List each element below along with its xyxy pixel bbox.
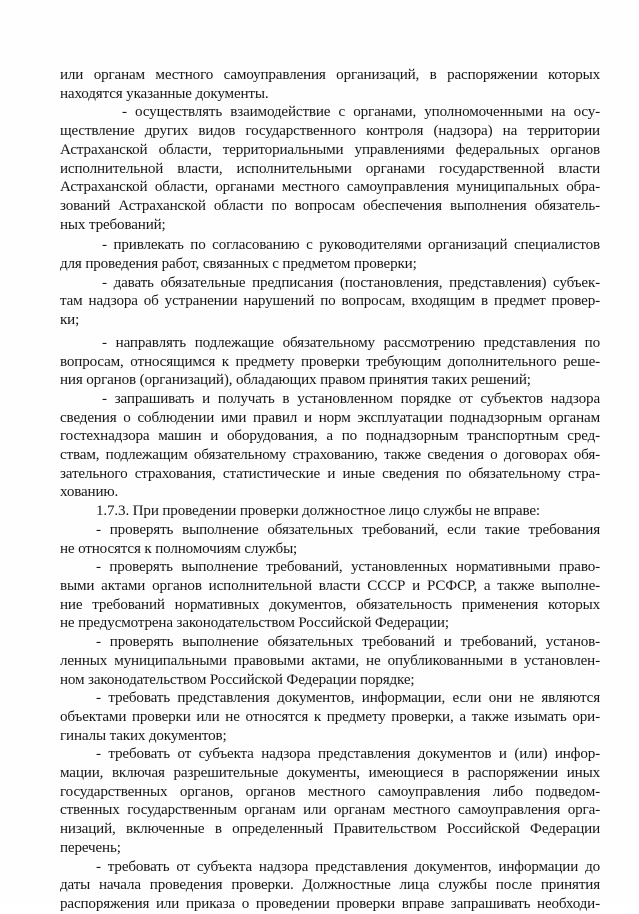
- paragraph-6: [60, 390, 600, 502]
- text-line: мации, включая разрешительные документы, имеющиеся в распоряжении иных: [60, 765, 600, 782]
- paragraph-10: [60, 633, 600, 689]
- paragraph-8: [60, 521, 600, 558]
- text-line: не предусмотрена законодательством Российской Федерации;: [60, 615, 449, 632]
- text-line: ние требований нормативных документов, обязательность применения которых: [60, 596, 600, 613]
- text-line: не относятся к полномочиям службы;: [60, 540, 298, 557]
- text-line: - проверять выполнение обязательных требований, если такие требования: [96, 521, 600, 538]
- text-line: зательного страхования, статистические и иные сведения по обязательному стра-: [60, 465, 600, 482]
- text-line: там надзора об устранении нарушений по вопросам, входящим в предмет провер-: [60, 293, 600, 310]
- text-line: ствам, подлежащим обязательному страхованию, также сведения о договорах обя-: [60, 447, 600, 464]
- text-line: государственных органов, органов местного самоуправления либо подведом-: [60, 783, 600, 800]
- text-line: сведения о соблюдении ими правил и норм эксплуатации поднадзорным органам: [60, 409, 600, 426]
- text-line: ственных государственным органам или органам местного самоуправления орга-: [60, 802, 600, 819]
- paragraph-11: [60, 689, 600, 745]
- text-line: или органам местного самоуправления организаций, в распоряжении которых: [60, 67, 600, 83]
- text-line: - требовать от субъекта надзора представления документов, информации до: [96, 858, 600, 875]
- paragraph-4: [60, 274, 600, 330]
- text-line: Астраханской области, территориальными управлениями федеральных органов: [60, 141, 600, 158]
- text-line: для проведения работ, связанных с предметом проверки;: [60, 256, 417, 273]
- text-line: низаций, включенные в определенный Правительством Российской Федерации: [60, 821, 600, 838]
- text-line: зований Астраханской области по вопросам обеспечения выполнения обязатель-: [60, 197, 600, 214]
- text-line: перечень;: [60, 839, 121, 856]
- text-line: ния органов (организаций), обладающих правом принятия таких решений;: [60, 372, 531, 389]
- text-line: - требовать представления документов, информации, если они не являются: [96, 690, 600, 707]
- text-line: - запрашивать и получать в установленном порядке от субъектов надзора: [102, 390, 600, 407]
- text-line: распоряжения или приказа о проведении проверки вправе запрашивать необходи-: [60, 895, 600, 912]
- text-line: - давать обязательные предписания (постановления, представления) субъек-: [102, 274, 600, 291]
- text-line: вопросам, относящимся к предмету проверки требующим дополнительного реше-: [60, 353, 600, 370]
- text-line: - осуществлять взаимодействие с органами, уполномоченными на осу-: [122, 104, 600, 121]
- text-line: гиналы таких документов;: [60, 727, 227, 744]
- text-line: объектами проверки или не относятся к предмету проверки, а также изымать ори-: [60, 708, 600, 725]
- text-line: - привлекать по согласованию с руководителями организаций специалистов: [102, 237, 600, 254]
- paragraph-2: [60, 103, 600, 234]
- paragraph-3: [60, 236, 600, 273]
- document-body: [60, 66, 600, 914]
- text-line: хованию.: [60, 484, 119, 501]
- text-line: - проверять выполнение требований, установленных нормативными право-: [96, 559, 600, 576]
- text-line: - направлять подлежащие обязательному рассмотрению представления по: [102, 334, 600, 351]
- text-line: даты начала проведения проверки. Должностные лица службы после принятия: [60, 877, 600, 894]
- paragraph-5: [60, 334, 600, 390]
- text-line: - проверять выполнение обязательных требований и требований, установ-: [96, 634, 600, 651]
- paragraph-12: [60, 745, 600, 857]
- text-line: ных требований;: [60, 216, 166, 233]
- section-heading-1-7-3: [60, 502, 600, 521]
- text-line: гостехнадзора машин и оборудования, а по поднадзорным транспортным сред-: [60, 428, 600, 445]
- text-line: ществление других видов государственного контроля (надзора) на территории: [60, 123, 600, 140]
- text-line: 1.7.3. При проведении проверки должностное лицо службы не вправе:: [96, 503, 540, 520]
- text-line: находятся указанные документы.: [60, 85, 269, 102]
- paragraph-9: [60, 558, 600, 633]
- text-line: исполнительной власти, исполнительными органами государственной власти: [60, 160, 600, 177]
- text-line: выми актами органов исполнительной власти СССР и РСФСР, а также выполне-: [60, 577, 600, 594]
- text-line: ки;: [60, 312, 80, 329]
- text-line: - требовать от субъекта надзора представления документов и (или) инфор-: [96, 746, 600, 763]
- text-line: ном законодательством Российской Федерации порядке;: [60, 671, 415, 688]
- text-line: ленных муниципальными правовыми актами, не опубликованными в установлен-: [60, 652, 600, 669]
- text-line: Астраханской области, органами местного самоуправления муниципальных обра-: [60, 179, 600, 196]
- paragraph-1: [60, 66, 600, 103]
- paragraph-13: [60, 858, 600, 914]
